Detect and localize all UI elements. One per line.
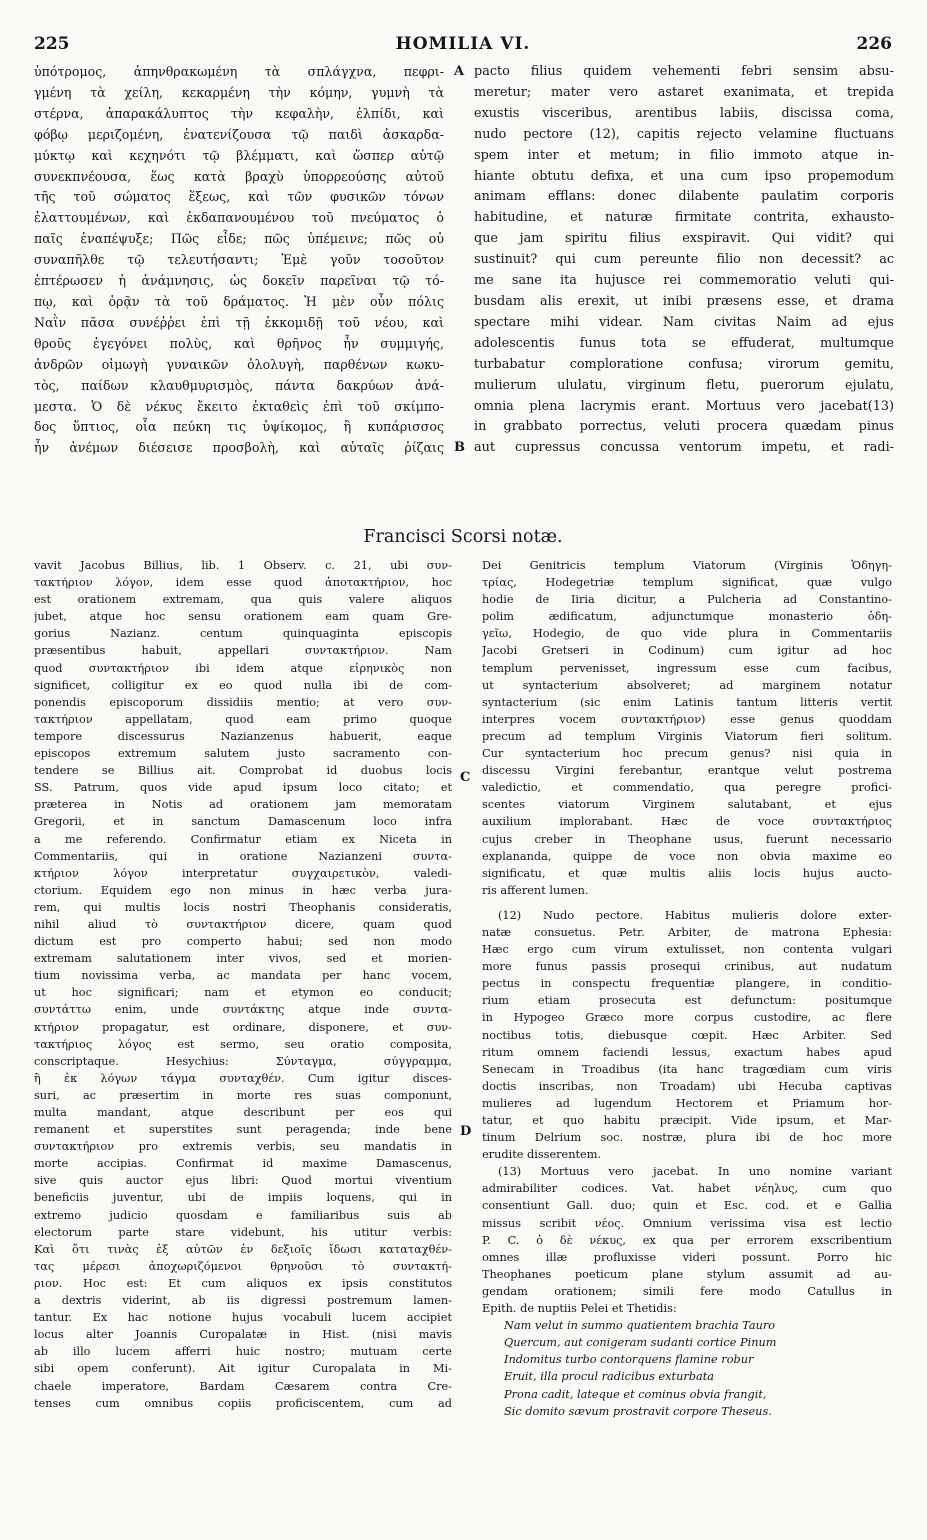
note-line: nihil aliud τὸ συντακτήριον dicere, quam quod bbox=[34, 917, 452, 931]
note-line: ut hoc significari; nam et etymon eo conducit; bbox=[34, 986, 452, 1000]
latin-text-line: habitudine, et naturæ firmitate contrita, exhausto- bbox=[474, 210, 894, 226]
note-line: admirabiliter codices. Vat. habet νέηλυς, cum quo bbox=[482, 1182, 892, 1196]
page-number-right: 226 bbox=[856, 34, 892, 54]
greek-text-line: ἐλαττουμένων, καὶ ἐκδαπανουμένου τοῦ πνεύματος ὁ bbox=[34, 210, 444, 226]
note-line: more funus passis prosequi crinibus, aut nudatum bbox=[482, 960, 892, 974]
note-line: syntacterium (sic enim Latinis tantum litteris vertit bbox=[482, 695, 892, 709]
page-header bbox=[34, 34, 892, 56]
latin-text-line: me sane ita hujusce rei commemoratio veluti qui- bbox=[474, 273, 894, 289]
note-line: doctis inscribas, non Troadam) ubi Hecuba captivas bbox=[482, 1079, 892, 1093]
latin-text-line: busdam alis erexit, ut inibi præsens esse, et drama bbox=[474, 293, 894, 309]
note-line: pectus in conspectu frequentiæ plangere, in conditio- bbox=[482, 977, 892, 991]
note-line: tendere se Billius ait. Comprobat id duobus locis bbox=[34, 764, 452, 778]
note-line: ἢ ἐκ λόγων τάγμα συνταχθέν. Cum igitur disces- bbox=[34, 1071, 452, 1085]
greek-text-line: συναπῆλθε τῷ τελευτήσαντι; Ἐμὲ γοῦν τοσοῦτον bbox=[34, 252, 444, 268]
note-line: a dextris viderint, ab iis digressi postremum lamen- bbox=[34, 1294, 452, 1308]
note-line: Senecam in Troadibus (ita hanc tragœdiam cum viris bbox=[482, 1062, 892, 1076]
note-line: electorum parte stare videbunt, his utitur verbis: bbox=[34, 1225, 452, 1239]
greek-text-line: θροῦς ἐγεγόνει πολὺς, καὶ θρῆνος ἦν συμμιγής, bbox=[34, 335, 444, 351]
note-line: ab illo lucem afferri huic nostro; mutuam certe bbox=[34, 1345, 452, 1359]
margin-letter-c: C bbox=[460, 770, 471, 785]
note-line: γεῖω, Hodegio, de quo vide plura in Commentariis bbox=[482, 627, 892, 641]
note-line: noctibus totis, diebusque cœpit. Hæc Arbiter. Sed bbox=[482, 1028, 892, 1042]
latin-text-line: in grabbato porrectus, veluti procera quædam pinus bbox=[474, 419, 894, 435]
note-line: ris afferent lumen. bbox=[482, 883, 589, 897]
note-line: Καὶ ὅτι τινὰς ἐξ αὐτῶν ἐν δεξιοῖς ἴδωσι καταταχθέν- bbox=[34, 1242, 452, 1256]
greek-text-line: ἀνδρῶν οἰμωγὴ γυναικῶν ὀλολυγὴ, παρθένων κωκυ- bbox=[34, 356, 444, 372]
note-line: (13) Mortuus vero jacebat. In uno nomine variant bbox=[498, 1165, 892, 1179]
note-line: chaele imperatore, Bardam Cæsarem contra Cre- bbox=[34, 1379, 452, 1393]
page-number-left: 225 bbox=[34, 34, 70, 54]
note-line: τακτήριος λόγος est sermo, seu oratio composita, bbox=[34, 1037, 452, 1051]
note-line: explananda, quippe de voce non obvia maxime eo bbox=[482, 849, 892, 863]
note-line: SS. Patrum, quos vide apud ipsum loco citato; et bbox=[34, 781, 452, 795]
note-line: scentes viatorum Virginem salutabant, et ejus bbox=[482, 798, 892, 812]
greek-text-line: γμένη τὰ χείλη, κεκαρμένη τὴν κόμην, γυμνὴ τὰ bbox=[34, 84, 444, 100]
note-line: tantur. Ex hac notione hujus vocabuli lucem accipiet bbox=[34, 1311, 452, 1325]
note-line: P. C. ὁ δὲ νέκυς, ex qua per errorem exscribentium bbox=[482, 1233, 892, 1247]
note-line: ponendis episcoporum dissidiis mentio; at vero συν- bbox=[34, 695, 452, 709]
note-line: jubet, atque hoc sensu orationem eam quam Gre- bbox=[34, 610, 452, 624]
latin-text-line: aut cupressus concussa ventorum impetu, et radi- bbox=[474, 440, 894, 456]
latin-text-line: spem inter et metum; in filio immoto atque in- bbox=[474, 147, 894, 163]
verse-line: Nam velut in summo quatientem brachia Tauro bbox=[504, 1319, 776, 1333]
note-line: tempore discessurus Nazianzenus habuerit, eaque bbox=[34, 729, 452, 743]
note-line: ritum omnem faciendi lessus, exactum habes apud bbox=[482, 1045, 892, 1059]
note-line: τρίας, Hodegetriæ templum significat, quæ vulgo bbox=[482, 576, 892, 590]
note-line: missus scribit νέος. Omnium verissima visa est lectio bbox=[482, 1216, 892, 1230]
note-line: sibi opem conferunt). Ait igitur Curopalata in Mi- bbox=[34, 1362, 452, 1376]
note-line: gorius Nazianz. centum quinquaginta episcopis bbox=[34, 627, 452, 641]
note-line: a me referendo. Confirmatur etiam ex Niceta in bbox=[34, 832, 452, 846]
note-line: συντάττω enim, unde συντάκτης atque inde συντα- bbox=[34, 1003, 452, 1017]
note-line: suri, ac præsertim in morte res suas componunt, bbox=[34, 1088, 452, 1102]
notes-left-column bbox=[34, 557, 452, 1412]
note-line: dictum est pro comperto habui; sed non modo bbox=[34, 935, 452, 949]
note-line: ut syntacterium absolveret; ad marginem notatur bbox=[482, 678, 892, 692]
latin-text-line: que jam spiritu filius exspiravit. Qui vidit? qui bbox=[474, 231, 894, 247]
greek-text-line: ὑπότρομος, ἀπηνθρακωμένη τὰ σπλάγχνα, πεφρι- bbox=[34, 64, 444, 79]
margin-letter-a: A bbox=[454, 64, 465, 79]
note-line: ριον. Hoc est: Et cum aliquos ex ipsis constitutos bbox=[34, 1276, 452, 1290]
note-line: Gregorii, et in sanctum Damascenum loco infra bbox=[34, 815, 452, 829]
note-line: extremam salutationem inter vivos, sed et morien- bbox=[34, 952, 452, 966]
note-line: Jacobi Gretseri in Codinum) cum igitur ad hoc bbox=[482, 644, 892, 658]
note-line: natæ consuetus. Petr. Arbiter, de matrona Ephesia: bbox=[482, 925, 892, 939]
greek-text-line: ἦν ἀνέμων διέσεισε προσβολὴ, καὶ αὐταῖς ῥίζαις bbox=[34, 440, 444, 456]
latin-text-line: hiante obtutu defixa, et una cum ipso propemodum bbox=[474, 168, 894, 184]
note-line: mulieres ad lugendum Hectorem et Priamum hor- bbox=[482, 1096, 892, 1110]
note-line: omnes illæ profluxisse videri possunt. Porro hic bbox=[482, 1250, 892, 1264]
verse-line: Prona cadit, lateque et cominus obvia frangit, bbox=[504, 1387, 767, 1401]
greek-text-line: συνεκπνέουσα, ἕως κατὰ βραχὺ ὑπορρεούσης αὐτοῦ bbox=[34, 168, 444, 184]
note-line: tenses cum omnibus copiis proficiscentem, cum ad bbox=[34, 1396, 452, 1410]
note-line: tium novissima verba, ac mandata per hanc vocem, bbox=[34, 969, 452, 983]
note-line: conscriptaque. Hesychius: Σύνταγμα, σύγγραμμα, bbox=[34, 1054, 452, 1068]
greek-text-line: ἐπτέρωσεν ἡ ἀνάμνησις, ὡς δοκεῖν παρεῖναι τῷ τό- bbox=[34, 273, 444, 289]
note-line: valedictio, et commendatio, qua peregre profici- bbox=[482, 781, 892, 795]
note-line: in Hypogeo Græco more corpus custodire, ac flere bbox=[482, 1011, 892, 1025]
margin-letter-d: D bbox=[460, 1124, 472, 1139]
verse-line: Quercum, aut conigeram sudanti cortice Pinum bbox=[504, 1336, 777, 1350]
note-line: vavit Jacobus Billius, lib. 1 Observ. c. 21, ubi συν- bbox=[34, 559, 452, 572]
latin-text-line: meretur; mater vero astaret exanimata, et trepida bbox=[474, 84, 894, 100]
note-line: τακτήριον appellatam, quod eam primo quoque bbox=[34, 712, 452, 726]
notes-title: Francisci Scorsi notæ. bbox=[363, 527, 563, 547]
note-line: sive quis auctor ejus libri: Quod mortui viventium bbox=[34, 1174, 452, 1188]
note-line: Theophanes poeticum plane stylum assumit ad au- bbox=[482, 1267, 892, 1281]
note-line: ctorium. Equidem ego non minus in hæc verba jura- bbox=[34, 883, 452, 897]
note-line: templum pervenisset, ingressum esse cum facibus, bbox=[482, 661, 892, 675]
note-line: consentiunt Gall. duo; quin et Esc. cod. et e Gallia bbox=[482, 1199, 892, 1213]
note-line: rium etiam prosecuta est defunctum: positumque bbox=[482, 994, 892, 1008]
note-line: Epith. de nuptiis Pelei et Thetidis: bbox=[482, 1302, 677, 1316]
note-line: tinum Delrium soc. nostræ, plura ibi de hoc more bbox=[482, 1131, 892, 1145]
note-line: discessu Virgini ferebantur, erantque velut postrema bbox=[482, 764, 892, 778]
latin-text-line: spectare mihi videar. Nam civitas Naim ad ejus bbox=[474, 314, 894, 330]
note-line: tatur, et quo habitu præcipit. Vide ipsum, et Mar- bbox=[482, 1114, 892, 1127]
note-line: cujus creber in Theophane usus, fuerunt necessario bbox=[482, 832, 892, 846]
latin-text-line: omnia plena lacrymis erant. Mortuus vero jacebat(13) bbox=[474, 398, 894, 414]
note-line: est orationem extremam, qua quis valere aliquos bbox=[34, 593, 452, 607]
latin-text-line: animam efflans: donec dilabente paulatim corporis bbox=[474, 189, 894, 205]
note-line: τακτήριον λόγον, idem esse quod ἀποτακτήριον, hoc bbox=[34, 576, 452, 590]
greek-text-line: πῳ, καὶ ὁρᾷν τὰ τοῦ δράματος. Ἡ μὲν οὖν πόλις bbox=[34, 293, 444, 309]
note-line: polim ædificatum, adjunctumque monasterio ὁδη- bbox=[482, 610, 892, 624]
note-line: κτήριον λόγον interpretatur συγχαιρετικὸν, valedi- bbox=[34, 866, 452, 880]
note-line: (12) Nudo pectore. Habitus mulieris dolore exter- bbox=[498, 908, 892, 922]
note-line: κτήριον propagatur, est ordinare, disponere, et συν- bbox=[34, 1020, 452, 1034]
note-line: significet, colligitur ex eo quod nulla ibi de com- bbox=[34, 678, 452, 692]
note-line: rem, qui multis locis nostri Theophanis consideratis, bbox=[34, 900, 452, 914]
running-title: HOMILIA VI. bbox=[395, 34, 531, 54]
note-line: erudite disserentem. bbox=[482, 1148, 602, 1162]
greek-text-line: παῖς ἐναπέψυξε; Πῶς εἶδε; πῶς ὑπέμεινε; πῶς οὐ bbox=[34, 231, 444, 247]
note-line: beneficiis juventur, ubi de impiis loquens, qui in bbox=[34, 1191, 452, 1205]
note-line: precum ad templum Virginis Viatorum fieri solitum. bbox=[482, 729, 892, 743]
note-line: gendam orationem; simili fere modo Catullus in bbox=[482, 1284, 892, 1298]
note-line: episcopos extremum salutem justo sacramento con- bbox=[34, 747, 452, 761]
notes-right-column bbox=[482, 557, 892, 1420]
greek-text-line: μεστα. Ὁ δὲ νέκυς ἔκειτο ἐκταθεὶς ἐπὶ τοῦ σκίμπο- bbox=[34, 398, 444, 414]
note-line: hodie de Iiria dicitur, a Pulcheria ad Constantino- bbox=[482, 593, 892, 607]
note-line: remanent et superstites sunt peragenda; inde bene bbox=[34, 1123, 452, 1137]
latin-text-line: turbabatur comploratione confusa; virorum gemitu, bbox=[474, 356, 894, 372]
note-line: τας μέρεσι ἀποχωριζόμενοι θρηνοῦσι τὸ συντακτή- bbox=[34, 1259, 452, 1273]
greek-text-line: δος ὕπτιος, οἷα πεύκη τις ὑψίκομος, ἢ κυπάρισσος bbox=[34, 419, 444, 435]
latin-text-line: pacto filius quidem vehementi febri sensim absu- bbox=[474, 64, 894, 79]
verse-line: Eruit, illa procul radicibus exturbata bbox=[504, 1370, 714, 1384]
greek-text-line: Ναῒν πᾶσα συνέῤῥει ἐπὶ τῇ ἐκκομιδῇ τοῦ νέου, καὶ bbox=[34, 314, 444, 330]
note-line: quod συντακτήριον ibi idem atque εἰρηνικὸς non bbox=[34, 661, 452, 675]
margin-letter-b: B bbox=[454, 440, 465, 455]
note-line: Hæc ergo cum virum extulisset, non contenta vulgari bbox=[482, 943, 892, 957]
greek-text-line: μύκτῳ καὶ κεχηνότι τῷ βλέμματι, καὶ ὥσπερ αὐτῷ bbox=[34, 147, 444, 163]
note-line: significatu, et quæ multis aliis locis hujus aucto- bbox=[482, 866, 892, 880]
latin-text-line: exustis visceribus, arentibus labiis, discissa coma, bbox=[474, 105, 894, 121]
note-line: multa mandant, atque describunt per eos qui bbox=[34, 1106, 452, 1119]
verse-line: Indomitus turbo contorquens flamine robur bbox=[504, 1353, 754, 1367]
note-line: locus alter Joannis Curopalatæ in Hist. (nisi mavis bbox=[34, 1328, 452, 1342]
note-line: auxilium implorabant. Hæc de voce συντακτήριος bbox=[482, 815, 892, 829]
greek-text-column bbox=[34, 62, 444, 459]
latin-text-line: adolescentis funus tota se effuderat, multumque bbox=[474, 335, 894, 351]
note-line: morte accipias. Confirmat id maxime Damascenus, bbox=[34, 1157, 452, 1171]
latin-text-line: mulierum ululatu, virginum fletu, puerorum ejulatu, bbox=[474, 377, 894, 393]
greek-text-line: φόβῳ μεριζομένη, ἐνατενίζουσα τῷ παιδὶ ἀσκαρδα- bbox=[34, 126, 444, 142]
note-line: Cur syntacterium hoc precum genus? nisi quia in bbox=[482, 747, 892, 761]
latin-text-line: sustinuit? qui cum pereunte filio non decessit? ac bbox=[474, 252, 894, 268]
note-line: extremo judicio quosdam e familiaribus suis ab bbox=[34, 1208, 452, 1222]
note-line: συντακτήριον pro extremis verbis, seu mandatis in bbox=[34, 1140, 452, 1154]
note-line: præsentibus habuit, appellari συντακτήριον. Nam bbox=[34, 644, 452, 658]
note-line: interpres vocem συντακτήριον) esse genus quoddam bbox=[482, 712, 892, 726]
greek-text-line: στέρνα, ἀπαρακάλυπτος τὴν κεφαλὴν, ἐλπίδι, καὶ bbox=[34, 105, 444, 121]
note-line: præterea in Notis ad orationem jam memoratam bbox=[34, 798, 452, 812]
greek-text-line: τῆς τοῦ σώματος ἕξεως, καὶ τῶν φυσικῶν τόνων bbox=[34, 189, 444, 205]
verse-line: Sic domito sævum prostravit corpore Theseus. bbox=[504, 1404, 772, 1418]
latin-text-line: nudo pectore (12), capitis rejecto velamine fluctuans bbox=[474, 126, 894, 142]
latin-text-column bbox=[474, 62, 894, 459]
greek-text-line: τὸς, παίδων κλαυθμυρισμὸς, πάντα δακρύων ἀνά- bbox=[34, 377, 444, 393]
note-line: Commentariis, qui in oratione Nazianzeni συντα- bbox=[34, 849, 452, 863]
note-line: Dei Genitricis templum Viatorum (Virginis Ὁδηγη- bbox=[482, 559, 892, 572]
